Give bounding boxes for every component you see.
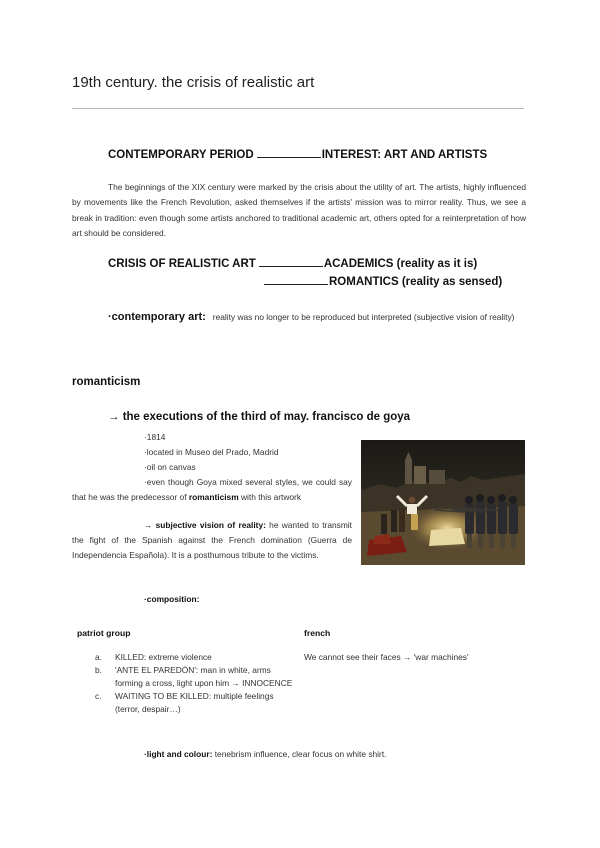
painting-medium: ·oil on canvas <box>144 462 196 472</box>
heading-blank-line <box>259 257 323 267</box>
painting-image <box>361 440 525 565</box>
heading-blank-line <box>257 148 321 158</box>
subjective-vision-text: he wanted to transmit the fight of the Spanish against the French domination (Guerra de Independencia Española). It is a posthumous tribute to the victims. <box>72 520 352 560</box>
romantics-heading <box>264 275 502 288</box>
french-description: We cannot see their faces → 'war machines' <box>304 652 469 662</box>
interest-label: INTEREST: ART AND ARTISTS <box>321 149 488 161</box>
contemporary-art-text: reality was no longer to be reproduced but interpreted (subjective vision of reality) <box>212 312 515 322</box>
french-heading: french <box>304 628 331 638</box>
third-of-may-painting <box>361 440 525 565</box>
light-colour-text: tenebrism influence, clear focus on white shirt. <box>212 749 387 759</box>
list-item: b. 'ANTE EL PAREDÓN': man in white, arms forming a cross, light upon him → INNOCENCE <box>95 665 293 688</box>
patriot-group-heading: patriot group <box>77 628 131 638</box>
composition-label-text: ·composition: <box>144 594 200 604</box>
contemporary-art-note <box>72 310 526 325</box>
painting-location: ·located in Museo del Prado, Madrid <box>144 447 279 457</box>
goya-text-before: ·even though Goya mixed several styles, we could say that he was the predecessor of <box>72 477 352 502</box>
subjective-vision-label: → subjective vision of reality: <box>144 520 266 530</box>
contemporary-period-heading <box>108 148 487 161</box>
subjective-vision-paragraph <box>72 518 352 563</box>
list-item: c. WAITING TO BE KILLED: multiple feelings (terror, despair…) <box>95 691 274 714</box>
intro-paragraph: The beginnings of the XIX century were marked by the crisis about the utility of art. The artists, highly influenced by movements like the French Revolution, asked themselves if the artists' mission was to mirror reality. Thus, we see a break in tradition: even though some artists anchored to traditional academic art, others opted for a reinterpretation of how art should be considered. <box>72 182 526 239</box>
light-colour-note <box>144 747 387 762</box>
painting-heading: → the executions of the third of may. francisco de goya <box>108 411 411 423</box>
list-item: a. KILLED: extreme violence <box>95 652 212 662</box>
crisis-label: CRISIS OF REALISTIC ART <box>108 258 256 270</box>
contemporary-period-label: CONTEMPORARY PERIOD <box>108 149 254 161</box>
goya-bold-term: romanticism <box>188 492 239 502</box>
composition-label <box>144 592 199 607</box>
light-colour-label: ·light and colour: <box>144 749 213 759</box>
academics-label: ACADEMICS (reality as it is) <box>323 258 478 270</box>
goya-paragraph <box>72 475 352 505</box>
romanticism-heading: romanticism <box>72 376 141 388</box>
patriot-group-list <box>95 651 295 716</box>
goya-text-after: with this artwork <box>238 492 302 502</box>
crisis-heading <box>108 257 477 270</box>
contemporary-art-label: ·contemporary art: <box>108 311 206 323</box>
heading-blank-line <box>264 275 328 285</box>
romantics-label: ROMANTICS (reality as sensed) <box>329 276 503 288</box>
title-divider <box>72 108 524 109</box>
painting-year: ·1814 <box>144 432 166 442</box>
page-title: 19th century. the crisis of realistic art <box>72 74 315 91</box>
